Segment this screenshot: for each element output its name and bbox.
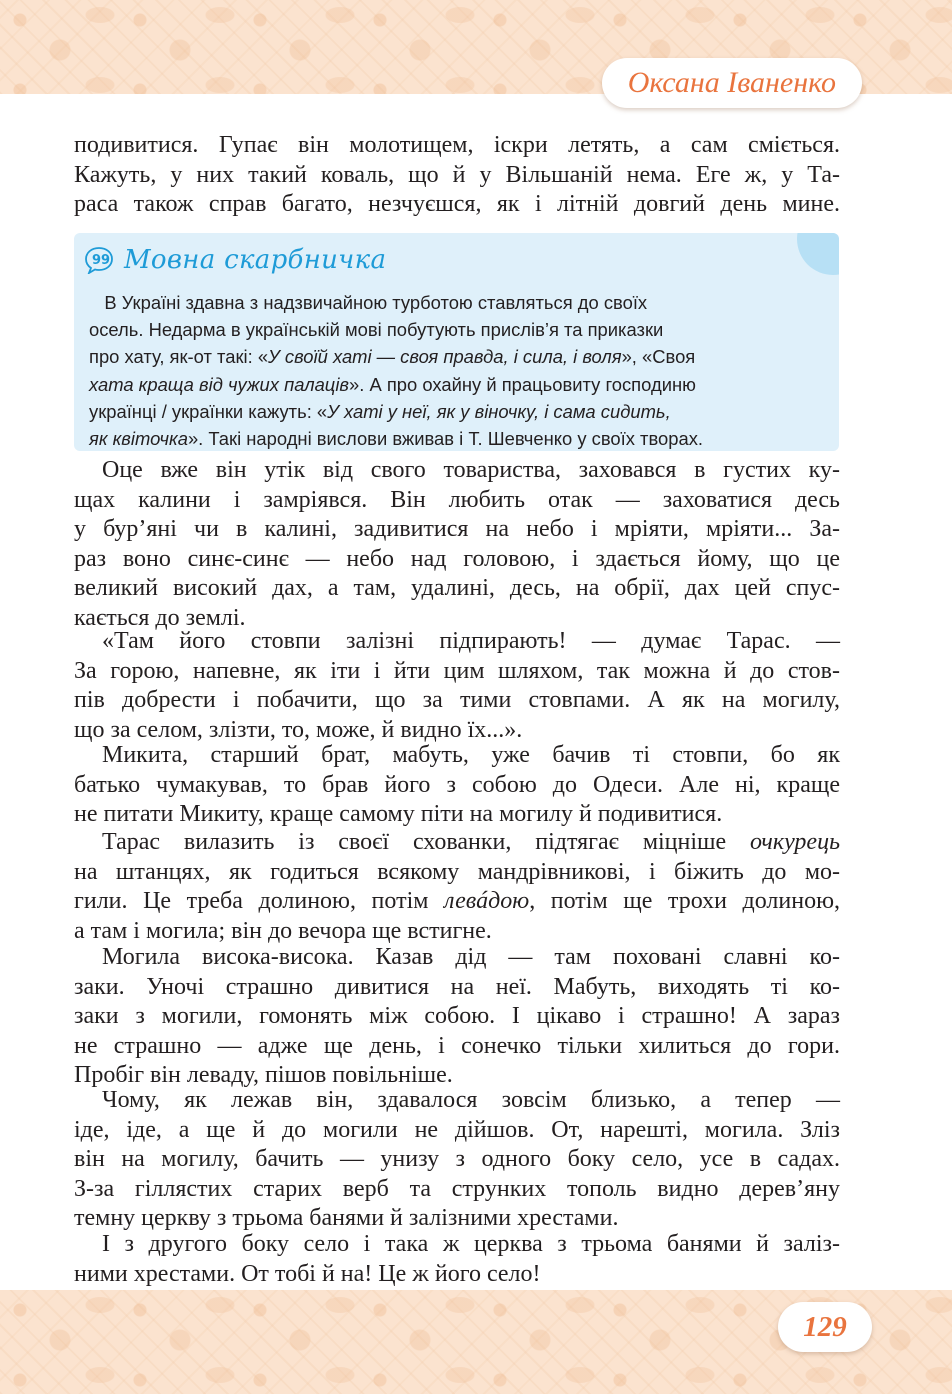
text-line: Чому, як лежав він, здавалося зовсім близько, а тепер — <box>102 1087 840 1113</box>
text-line: І з другого боку село і така ж церква з трьома банями й заліз- <box>102 1231 840 1257</box>
proverb-italic: У хаті у неї, як у віночку, і сама сидить, <box>327 400 671 422</box>
proverb-italic: як квіточка <box>89 428 188 450</box>
author-name-tab: Оксана Іваненко <box>602 58 862 108</box>
text-run: ». Такі народні вислови вживав і Т. Шевченко у своїх творах. <box>187 428 704 450</box>
text-line: «Там його стовпи залізні підпирають! — думає Тарас. — <box>102 628 840 654</box>
text-run: про хату, як-от такі: « <box>89 346 269 368</box>
text-line: Микита, старший брат, мабуть, уже бачив ті стовпи, бо як <box>102 742 840 768</box>
text-line: на штанцях, як годиться всякому мандрівникові, і біжить до мо- <box>74 858 840 885</box>
text-run: Тарас вилазить із своєї схованки, підтягає міцніше <box>102 829 751 855</box>
text-line: З-за гіллястих старих верб та струнких тополь видно дерев’яну <box>74 1175 840 1202</box>
text-run: », «Своя <box>621 346 696 368</box>
box-text-line <box>89 343 824 370</box>
text-line: Могила висока-висока. Казав дід — там поховані славні ко- <box>102 944 840 970</box>
paragraph <box>74 741 840 830</box>
text-line: Пробіг він леваду, пішов повільніше. <box>74 1062 453 1088</box>
text-line: що за селом, злізти, то, може, й видно їх...». <box>74 716 523 743</box>
text-line: щах калини і замріявся. Він любить отак — заховатися десь <box>74 486 840 513</box>
text-run: осель. Недарма в українській мові побутують прислів’я та приказки <box>89 319 664 341</box>
page-number: 129 <box>778 1302 872 1352</box>
text-line: Оце вже він утік від свого товариства, заховався в густих ку- <box>102 457 840 483</box>
text-line: раса також справ багато, незчуєшся, як і літній довгий день мине. <box>74 191 840 217</box>
italic-term: очкурець <box>750 829 840 855</box>
italic-term: левáдою <box>444 888 530 914</box>
box-text-line <box>89 425 824 451</box>
text-line: подивитися. Гупає він молотищем, іскри летять, а сам сміється. <box>74 132 840 158</box>
text-line: не страшно — адже ще день, і сонечко тільки хилиться до гори. <box>74 1032 840 1059</box>
text-run: ». А про охайну й працьовиту господиню <box>349 373 696 395</box>
text-line: заки з могили, гомонять між собою. І цікаво і страшно! А зараз <box>74 1003 840 1029</box>
language-treasury-box <box>74 233 839 451</box>
text-line: заки. Уночі страшно дивитися на неї. Мабуть, виходять ті ко- <box>74 973 840 1000</box>
box-text-line <box>89 316 824 343</box>
box-corner-decoration <box>797 233 839 275</box>
paragraph <box>74 1086 840 1234</box>
text-run: , потім ще трохи долиною, <box>529 888 840 914</box>
text-line <box>74 887 840 917</box>
paragraph-continued <box>74 131 840 220</box>
paragraph <box>74 627 840 745</box>
text-line: пів добрести і побачити, що за тими стовпами. А як на могилу, <box>74 687 840 713</box>
text-line: кається до землі. <box>74 604 246 631</box>
paragraph <box>74 943 840 1091</box>
box-text-line <box>89 371 824 398</box>
quote-bubble-icon <box>84 246 114 274</box>
paragraph <box>74 1230 840 1289</box>
text-line <box>74 828 840 858</box>
text-line: темну церкву з трьома банями й залізними хрестами. <box>74 1205 619 1231</box>
text-line: Кажуть, у них такий коваль, що й у Вільшаній нема. Еге ж, у Та- <box>74 161 840 188</box>
text-line: ними хрестами. От тобі й на! Це ж його село! <box>74 1260 541 1287</box>
text-run: українці / українки кажуть: « <box>89 400 328 422</box>
box-text-line <box>89 289 824 316</box>
text-line: не питати Микиту, краще самому піти на могилу й подивитися. <box>74 801 723 827</box>
text-line: іде, іде, а ще й до могили не дійшов. От, нарешті, могила. Зліз <box>74 1116 840 1143</box>
box-header <box>84 245 386 275</box>
text-line: батько чумакував, то брав його з собою до Одеси. Але ні, краще <box>74 771 840 798</box>
text-run: гили. Це треба долиною, потім <box>74 888 444 914</box>
text-line: а там і могила; він до вечора ще встигне. <box>74 917 492 944</box>
box-title: Мовна скарбничка <box>124 245 387 275</box>
text-line: він на могилу, бачить — унизу з одного боку село, усе в садах. <box>74 1146 840 1172</box>
text-line: великий високий дах, а там, удалині, десь, на обрії, дах цей спус- <box>74 575 840 601</box>
text-line: раз воно синє-синє — небо над головою, і здається йому, що це <box>74 545 840 572</box>
paragraph <box>74 456 840 633</box>
text-run: В Україні здавна з надзвичайною турботою ставляться до своїх <box>89 292 648 313</box>
box-body-text <box>89 289 824 451</box>
text-line: За горою, напевне, як іти і йти цим шляхом, так можна й до стов- <box>74 657 840 684</box>
text-line: у бур’яні чи в калині, задивитися на небо і мріяти, мріяти... За- <box>74 516 840 542</box>
proverb-italic: У своїй хаті — своя правда, і сила, і воля <box>268 346 622 368</box>
box-text-line <box>89 398 824 425</box>
proverb-italic: хата краща від чужих палаців <box>89 373 350 395</box>
paragraph <box>74 828 840 946</box>
svg-text:99: 99 <box>92 253 111 268</box>
